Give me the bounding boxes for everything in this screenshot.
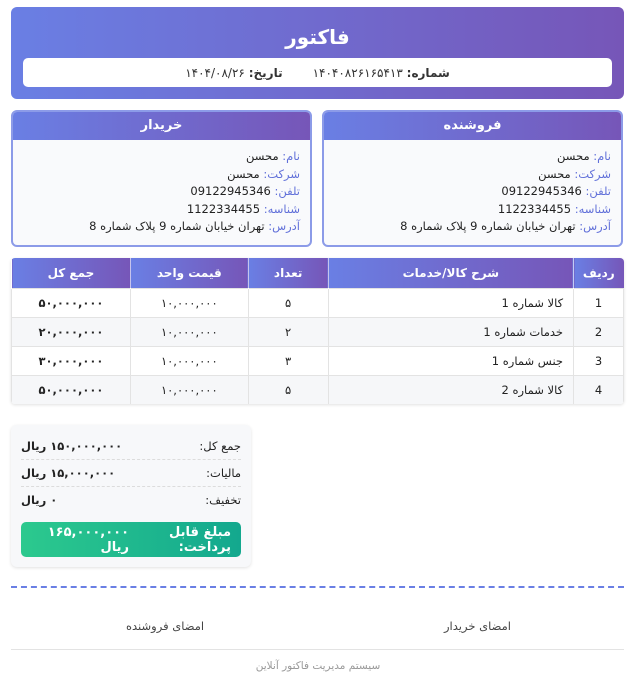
row-description: کالا شماره 1 bbox=[328, 288, 573, 317]
seller-card bbox=[322, 110, 623, 247]
buyer-card bbox=[11, 110, 312, 247]
seller-signature-label: امضای فروشنده bbox=[126, 619, 205, 633]
footer-divider bbox=[11, 649, 624, 650]
buyer-address-label: آدرس: bbox=[268, 219, 300, 233]
row-index: 1 bbox=[574, 288, 624, 317]
seller-id-label: شناسه: bbox=[574, 201, 611, 216]
col-header-description: شرح کالا/خدمات bbox=[328, 258, 573, 288]
summary-tax-value: ۱۵,۰۰۰,۰۰۰ ریال bbox=[21, 466, 116, 480]
row-total: ۳۰,۰۰۰,۰۰۰ bbox=[12, 346, 131, 375]
buyer-company: محسن bbox=[227, 166, 260, 181]
buyer-title: خریدار bbox=[13, 112, 310, 140]
payable-amount-bar bbox=[21, 522, 241, 557]
seller-company-row bbox=[334, 166, 611, 184]
seller-company-label: شرکت: bbox=[574, 166, 611, 181]
items-table bbox=[11, 258, 624, 404]
col-header-total: جمع کل bbox=[12, 258, 131, 288]
seller-address-label: آدرس: bbox=[579, 219, 611, 233]
invoice-title: فاکتور bbox=[285, 25, 350, 49]
payable-value: ۱۶۵,۰۰۰,۰۰۰ ریال bbox=[47, 524, 130, 555]
buyer-name-label: نام: bbox=[282, 149, 300, 163]
invoice-number-label: شماره: bbox=[406, 65, 450, 80]
row-unit-price: ۱۰,۰۰۰,۰۰۰ bbox=[130, 375, 248, 404]
table-row bbox=[12, 375, 624, 404]
row-quantity: ۳ bbox=[248, 346, 328, 375]
buyer-company-label: شرکت: bbox=[263, 166, 300, 181]
row-description: خدمات شماره 1 bbox=[328, 317, 573, 346]
table-row bbox=[12, 346, 624, 375]
summary-discount-row bbox=[21, 487, 241, 514]
summary-tax-row bbox=[21, 460, 241, 487]
row-total: ۵۰,۰۰۰,۰۰۰ bbox=[12, 288, 131, 317]
table-row bbox=[12, 288, 624, 317]
row-total: ۲۰,۰۰۰,۰۰۰ bbox=[12, 317, 131, 346]
seller-phone-row bbox=[334, 183, 611, 201]
summary-discount-label: تخفیف: bbox=[205, 493, 241, 507]
summary-box bbox=[11, 425, 251, 567]
buyer-phone-label: تلفن: bbox=[274, 184, 300, 198]
row-index: 4 bbox=[574, 375, 624, 404]
row-unit-price: ۱۰,۰۰۰,۰۰۰ bbox=[130, 317, 248, 346]
invoice-number bbox=[313, 66, 450, 80]
seller-id: 1122334455 bbox=[497, 201, 572, 216]
buyer-address-row bbox=[23, 218, 300, 236]
invoice-meta-bar bbox=[23, 58, 612, 87]
buyer-phone: 09122945346 bbox=[190, 184, 271, 198]
row-description: کالا شماره 2 bbox=[328, 375, 573, 404]
seller-name-label: نام: bbox=[593, 149, 611, 163]
footer-text: سیستم مدیریت فاکتور آنلاین bbox=[255, 660, 381, 672]
row-index: 3 bbox=[574, 346, 624, 375]
payable-label: مبلغ قابل پرداخت: bbox=[169, 524, 231, 555]
seller-title: فروشنده bbox=[324, 112, 621, 140]
row-unit-price: ۱۰,۰۰۰,۰۰۰ bbox=[130, 288, 248, 317]
invoice-date bbox=[185, 66, 282, 80]
seller-address-row bbox=[334, 218, 611, 236]
row-description: جنس شماره 1 bbox=[328, 346, 573, 375]
invoice-number-value: ۱۴۰۴۰۸۲۶۱۶۵۴۱۳ bbox=[312, 65, 403, 80]
seller-name: محسن bbox=[557, 149, 590, 163]
summary-discount-value: ۰ ریال bbox=[21, 493, 58, 507]
seller-name-row bbox=[334, 148, 611, 166]
seller-phone-label: تلفن: bbox=[585, 184, 611, 198]
buyer-id: 1122334455 bbox=[186, 201, 261, 216]
row-total: ۵۰,۰۰۰,۰۰۰ bbox=[12, 375, 131, 404]
buyer-signature-label: امضای خریدار bbox=[444, 619, 511, 633]
buyer-company-row bbox=[23, 166, 300, 184]
seller-phone: 09122945346 bbox=[501, 184, 582, 198]
summary-tax-label: مالیات: bbox=[206, 466, 241, 480]
invoice-header bbox=[11, 7, 624, 99]
invoice-date-value: ۱۴۰۴/۰۸/۲۶ bbox=[185, 65, 245, 80]
seller-company: محسن bbox=[538, 166, 571, 181]
row-quantity: ۵ bbox=[248, 375, 328, 404]
items-table-wrapper bbox=[11, 258, 624, 404]
buyer-name-row bbox=[23, 148, 300, 166]
row-quantity: ۲ bbox=[248, 317, 328, 346]
summary-total-value: ۱۵۰,۰۰۰,۰۰۰ ریال bbox=[21, 439, 123, 453]
signature-divider bbox=[11, 586, 624, 588]
col-header-index: ردیف bbox=[574, 258, 624, 288]
seller-id-row bbox=[334, 201, 611, 219]
invoice-date-label: تاریخ: bbox=[248, 65, 283, 80]
buyer-name: محسن bbox=[246, 149, 279, 163]
table-row bbox=[12, 317, 624, 346]
buyer-id-label: شناسه: bbox=[263, 201, 300, 216]
buyer-phone-row bbox=[23, 183, 300, 201]
col-header-quantity: تعداد bbox=[248, 258, 328, 288]
row-index: 2 bbox=[574, 317, 624, 346]
summary-total-label: جمع کل: bbox=[199, 439, 241, 453]
buyer-id-row bbox=[23, 201, 300, 219]
seller-address: تهران خیابان شماره 9 پلاک شماره 8 bbox=[400, 219, 576, 233]
summary-total-row bbox=[21, 433, 241, 460]
row-quantity: ۵ bbox=[248, 288, 328, 317]
col-header-unit-price: قیمت واحد bbox=[130, 258, 248, 288]
row-unit-price: ۱۰,۰۰۰,۰۰۰ bbox=[130, 346, 248, 375]
table-header-row bbox=[12, 258, 624, 288]
buyer-address: تهران خیابان شماره 9 پلاک شماره 8 bbox=[89, 219, 265, 233]
